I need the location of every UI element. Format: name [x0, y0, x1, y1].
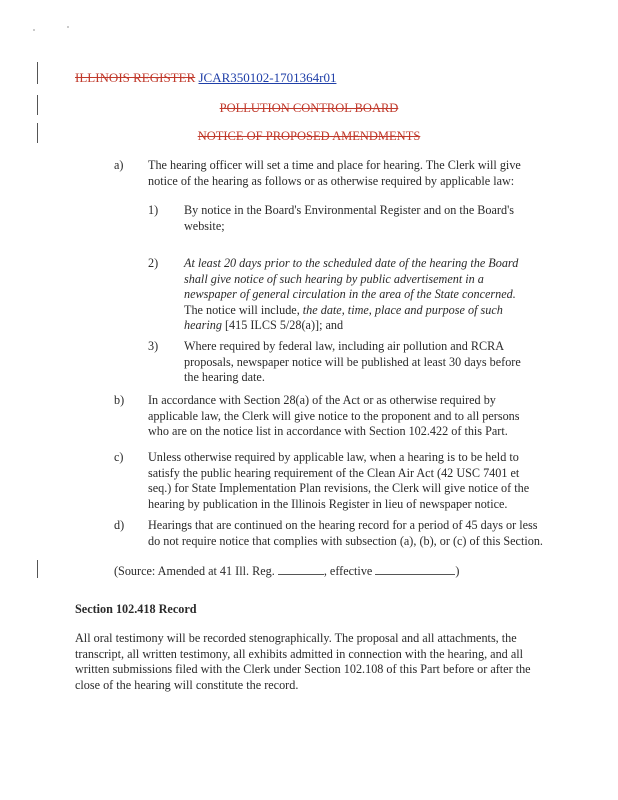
item-text-a: The hearing officer will set a time and place for hearing. The Clerk will give notice of the hearing as follows or as otherwise required by applicable law:: [148, 158, 521, 188]
item-text-c: Unless otherwise required by applicable law, when a hearing is to be held to satisfy the public hearing requirement of the Clean Air Act (42 USC 7401 et seq.) for State Implementation Plan revisions, the Clerk will give notice of the hearing by publication in the Illinois Register in lieu of newspaper notice.: [148, 450, 530, 511]
source-effective: , effective: [323, 564, 373, 578]
subitem-text-1: By notice in the Board's Environmental Register and on the Board's website;: [184, 203, 515, 233]
board-title-deleted: POLLUTION CONTROL BOARD: [219, 101, 399, 115]
subitem-citation: [415 ILCS 5/28(a)]; and: [224, 318, 344, 332]
subitem-label-1: 1): [148, 203, 159, 217]
subitem-label-2: 2): [148, 256, 159, 270]
effective-date-blank: [375, 563, 455, 575]
register-code-inserted: JCAR350102-1701364r01: [198, 70, 337, 85]
notice-title-deleted: NOTICE OF PROPOSED AMENDMENTS: [197, 129, 421, 143]
item-label-c: c): [114, 450, 124, 464]
scan-speck: [67, 26, 69, 28]
subitem-text-2-plain: The notice will include,: [184, 302, 300, 317]
change-bar: [37, 62, 38, 84]
item-text-b: In accordance with Section 28(a) of the Act or as otherwise required by applicable law, the Clerk will give notice to the proponent and to all persons who are on the notice list in accordance with Section 102.422 of this Part.: [148, 393, 520, 438]
source-prefix: (Source: Amended at 41 Ill. Reg.: [114, 564, 275, 578]
section-heading: Section 102.418 Record: [75, 602, 197, 616]
scan-speck: [33, 29, 35, 31]
source-suffix: ): [455, 564, 460, 578]
subitem-text-3: Where required by federal law, including air pollution and RCRA proposals, newspaper notice will be published at least 30 days before the hearing date.: [184, 339, 521, 384]
item-label-a: a): [114, 158, 124, 172]
subitem-text-2: [184, 256, 529, 334]
statute-quote-1: At least 20 days prior to the scheduled date of the hearing the Board shall give notice of such hearing by public advertisement in a newspaper of general circulation in the area of the State concerned.: [184, 256, 519, 301]
register-title-deleted: ILLINOIS REGISTER: [75, 70, 196, 85]
statute-quote-2: the date, time, place and purpose of such hearing: [184, 302, 503, 332]
section-body: All oral testimony will be recorded stenographically. The proposal and all attachments, the transcript, all written testimony, all exhibits admitted in connection with the hearing, and all written submissions filed with the Clerk under Section 102.108 of this Part before or after the close of the hearing will constitute the record.: [75, 631, 531, 692]
subitem-label-3: 3): [148, 339, 159, 353]
change-bar: [37, 560, 38, 578]
register-page-blank: [278, 563, 324, 575]
source-note: [114, 563, 554, 580]
register-header: [75, 70, 336, 86]
item-label-b: b): [114, 393, 125, 407]
item-label-d: d): [114, 518, 125, 532]
item-text-d: Hearings that are continued on the hearing record for a period of 45 days or less do not require notice that complies with subsection (a), (b), or (c) of this Section.: [148, 518, 543, 548]
